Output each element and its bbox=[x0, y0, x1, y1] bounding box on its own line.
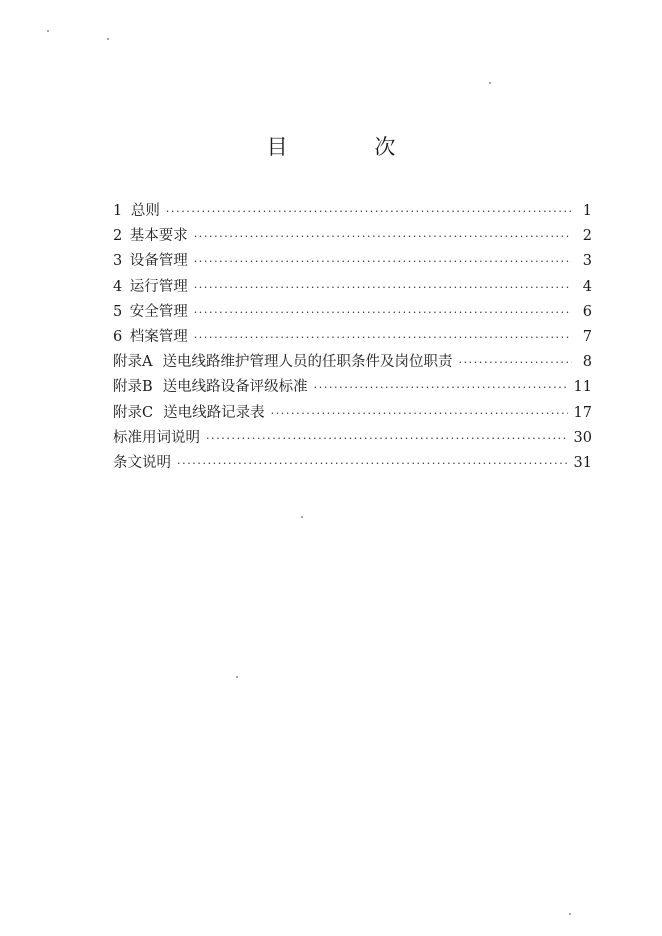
toc-entry-title: 运行管理 bbox=[129, 278, 188, 295]
dot-leader bbox=[314, 381, 568, 394]
dot-leader bbox=[194, 255, 572, 268]
dot-leader bbox=[177, 457, 568, 470]
toc-entry-page: 2 bbox=[582, 228, 592, 245]
toc-entry-page: 30 bbox=[573, 429, 592, 446]
scan-speck bbox=[236, 676, 238, 678]
toc-entry-prefix: 附录B bbox=[113, 379, 153, 396]
toc-entry[interactable] bbox=[113, 275, 592, 300]
toc-entry-prefix: 附录A bbox=[113, 354, 153, 371]
toc-entry-appendix[interactable] bbox=[113, 350, 592, 375]
toc-entry-page: 8 bbox=[582, 354, 592, 371]
toc-entry-appendix[interactable] bbox=[113, 401, 592, 426]
toc-entry-title: 安全管理 bbox=[129, 303, 188, 320]
toc-entry-number: 6 bbox=[113, 328, 123, 345]
toc-entry[interactable] bbox=[113, 300, 592, 325]
dot-leader bbox=[206, 432, 568, 445]
page-title: 目 次 bbox=[266, 135, 436, 159]
toc-entry-title: 档案管理 bbox=[129, 328, 188, 345]
toc-entry-appendix[interactable] bbox=[113, 375, 592, 400]
toc-entry-page: 3 bbox=[582, 253, 592, 270]
toc-entry-title: 总则 bbox=[130, 203, 160, 219]
dot-leader bbox=[194, 306, 572, 319]
toc-entry-page: 11 bbox=[573, 379, 592, 396]
scan-speck bbox=[489, 82, 491, 84]
toc-entry[interactable] bbox=[113, 249, 592, 274]
dot-leader bbox=[194, 331, 572, 344]
toc-entry-page: 17 bbox=[573, 404, 592, 421]
toc-entry-number: 5 bbox=[113, 303, 123, 320]
toc-entry-prefix: 附录C bbox=[113, 404, 154, 421]
toc-entry[interactable] bbox=[113, 199, 592, 224]
toc-entry-page: 1 bbox=[582, 203, 592, 219]
dot-leader bbox=[271, 407, 568, 420]
toc-entry-title: 送电线路维护管理人员的任职条件及岗位职责 bbox=[162, 354, 453, 371]
dot-leader bbox=[194, 230, 572, 243]
dot-leader bbox=[458, 356, 572, 369]
toc-entry-page: 6 bbox=[582, 303, 592, 320]
toc-entry-title: 基本要求 bbox=[129, 228, 188, 245]
toc-entry-title: 设备管理 bbox=[129, 253, 188, 270]
toc-entry-title: 送电线路设备评级标准 bbox=[162, 379, 308, 396]
toc-entry[interactable] bbox=[113, 325, 592, 350]
toc-entry-number: 2 bbox=[113, 228, 123, 245]
scan-speck bbox=[107, 38, 109, 40]
scan-speck bbox=[47, 30, 49, 32]
toc-entry[interactable] bbox=[113, 224, 592, 249]
dot-leader bbox=[166, 205, 572, 218]
toc-entry-number: 4 bbox=[113, 278, 123, 295]
toc-entry-title: 条文说明 bbox=[113, 454, 171, 471]
toc-entry-page: 4 bbox=[582, 278, 592, 295]
scan-speck bbox=[569, 913, 571, 915]
toc-entry-page: 31 bbox=[573, 454, 592, 471]
toc-entry-page: 7 bbox=[582, 328, 592, 345]
scan-speck bbox=[301, 516, 303, 518]
toc-entry-title: 送电线路记录表 bbox=[163, 404, 265, 421]
toc-entry[interactable] bbox=[113, 451, 592, 476]
dot-leader bbox=[194, 281, 572, 294]
toc-entry-number: 1 bbox=[113, 203, 123, 219]
toc-entry[interactable] bbox=[113, 426, 592, 451]
table-of-contents bbox=[113, 199, 592, 476]
toc-entry-number: 3 bbox=[113, 253, 123, 270]
toc-entry-title: 标准用词说明 bbox=[113, 429, 200, 446]
